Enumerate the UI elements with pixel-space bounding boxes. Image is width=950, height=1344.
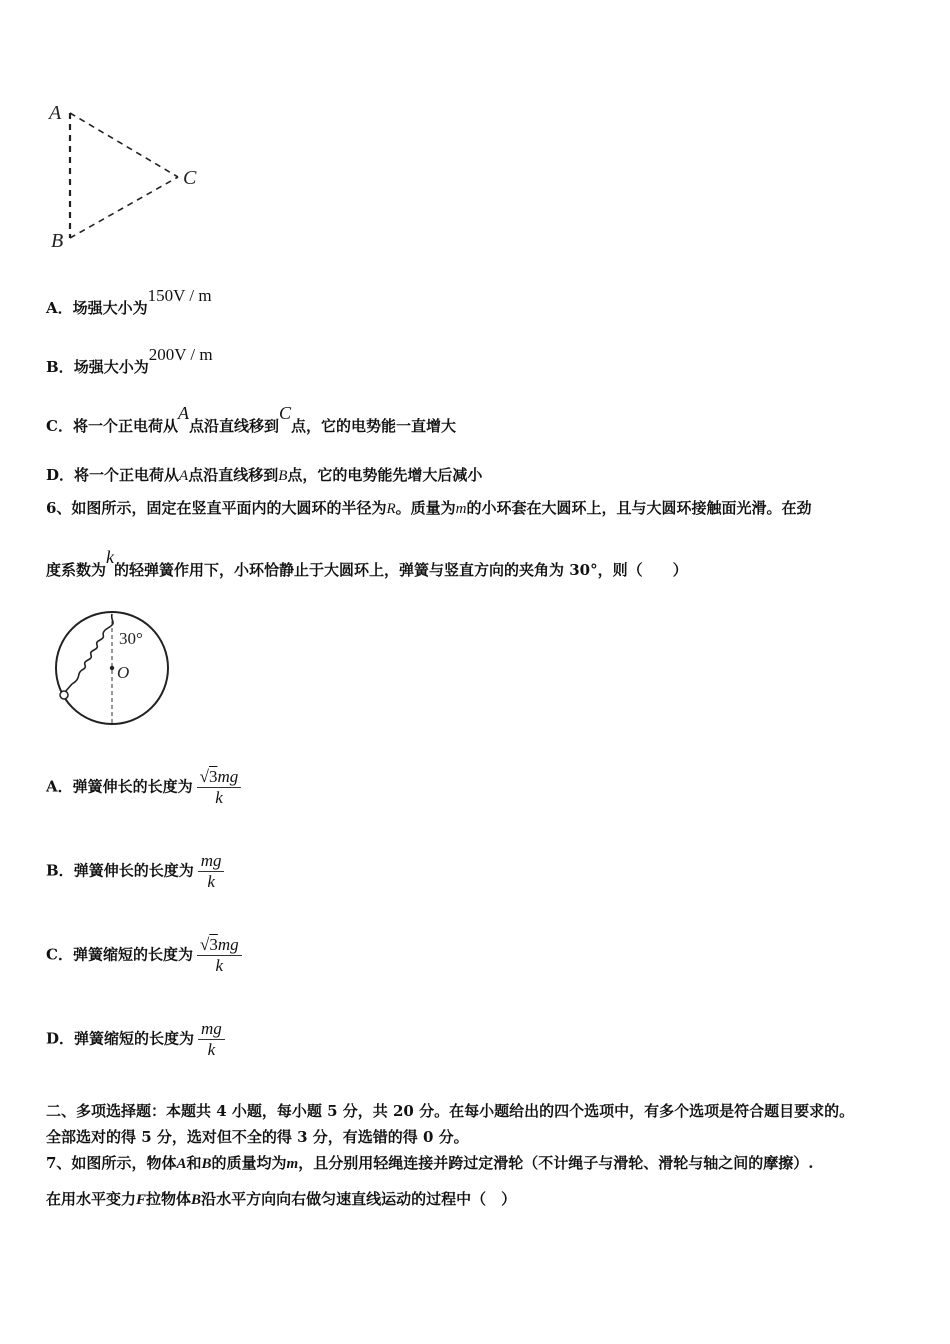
option-letter: C． <box>46 945 73 964</box>
option-text: 将一个正电荷从 <box>72 417 178 435</box>
q5-option-b[interactable] <box>46 345 213 377</box>
edge-ac <box>70 113 178 177</box>
k-symbol: k <box>106 547 115 567</box>
q6-option-d[interactable] <box>46 1019 225 1060</box>
option-letter: B． <box>46 358 74 376</box>
option-text: 场强大小为 <box>72 299 148 317</box>
q6-stem-line2: 度系数为k的轻弹簧作用下，小环恰静止于大圆环上，弹簧与竖直方向的夹角为 30°，则（ ） <box>46 547 688 579</box>
object-a: A <box>176 1156 187 1172</box>
fraction: $\frac{√3mg}{k}$ <box>197 767 242 808</box>
edge-bc <box>70 177 178 238</box>
section2-line2: 全部选对的得 5 分，选对但不全的得 3 分，有选错的得 0 分。 <box>46 1128 469 1146</box>
vertex-c-label: C <box>183 167 197 189</box>
fraction: $\frac{√3mg}{k}$ <box>197 935 242 976</box>
point-a: A <box>177 403 189 423</box>
triangle-figure <box>40 95 220 255</box>
option-text: 点沿直线移到 <box>188 417 279 435</box>
section2-line1: 二、多项选择题：本题共 4 小题，每小题 5 分，共 20 分。在每小题给出的四个选项中，有多个选项是符合题目要求的。 <box>46 1102 855 1120</box>
q6-option-c[interactable] <box>46 935 242 976</box>
point-c: C <box>278 403 291 423</box>
option-letter: C． <box>46 417 73 435</box>
option-text: 点，它的电势能先增大后减小 <box>287 466 483 484</box>
option-text: 弹簧缩短的长度为 <box>72 945 193 964</box>
option-letter: A． <box>46 299 73 317</box>
option-value: 200V / m <box>148 345 213 364</box>
q7-stem-line2: 在用水平变力F拉物体B沿水平方向向右做匀速直线运动的过程中（ ） <box>46 1190 517 1208</box>
option-text: 弹簧伸长的长度为 <box>73 861 194 880</box>
q7-stem-line1: 7、如图所示，物体A和B的质量均为m，且分别用轻绳连接并跨过定滑轮（不计绳子与滑轮、滑轮与轴之间的摩擦）. <box>46 1154 814 1172</box>
option-text: 弹簧伸长的长度为 <box>72 777 193 796</box>
center-dot <box>110 666 114 670</box>
q5-option-a[interactable] <box>46 286 212 318</box>
option-letter: D． <box>46 466 75 484</box>
fraction: $\frac{mg}{k}$ <box>198 1019 225 1060</box>
object-b: B <box>191 1192 202 1208</box>
point-a: A <box>179 468 189 484</box>
ring-spring-figure <box>48 608 178 730</box>
fraction: $\frac{mg}{k}$ <box>198 851 225 892</box>
option-letter: A． <box>46 777 73 796</box>
option-text: 场强大小为 <box>73 358 149 376</box>
q6-option-b[interactable] <box>46 851 224 892</box>
q6-option-a[interactable] <box>46 767 241 808</box>
spring <box>65 614 113 692</box>
center-label: O <box>117 663 130 682</box>
vertex-b-label: B <box>51 230 64 252</box>
option-text: 弹簧缩短的长度为 <box>74 1029 195 1048</box>
option-letter: B． <box>46 861 74 880</box>
q5-option-d[interactable] <box>46 464 482 485</box>
q6-stem-line1: 6、如图所示，固定在竖直平面内的大圆环的半径为R。质量为m的小环套在大圆环上，且与大圆环接触面光滑。在劲 <box>46 499 812 517</box>
vertex-a-label: A <box>49 102 62 124</box>
small-ring <box>60 691 68 699</box>
option-text: 点沿直线移到 <box>188 466 279 484</box>
option-value: 150V / m <box>147 286 212 305</box>
option-text: 将一个正电荷从 <box>74 466 180 484</box>
point-b: B <box>278 468 288 484</box>
mass-symbol: m <box>455 501 467 517</box>
mass-symbol: m <box>286 1156 299 1172</box>
angle-label: 30° <box>119 629 143 648</box>
object-b: B <box>201 1156 212 1172</box>
force-symbol: F <box>136 1192 147 1208</box>
radius-symbol: R <box>386 501 396 517</box>
option-text: 点，它的电势能一直增大 <box>291 417 457 435</box>
option-letter: D． <box>46 1029 75 1048</box>
q5-option-c[interactable] <box>46 403 457 436</box>
